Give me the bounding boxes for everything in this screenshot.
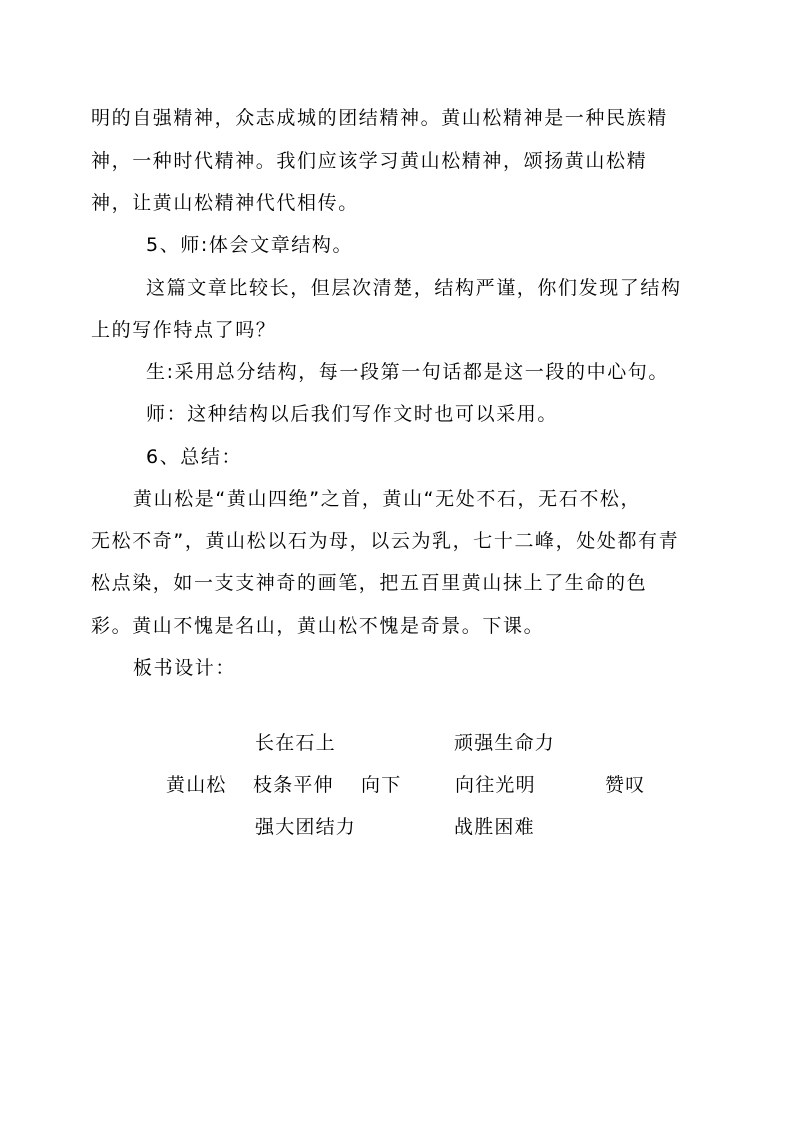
paragraph-line: 这篇文章比较长，但层次清楚，结构严谨，你们发现了结构: [146, 277, 682, 299]
paragraph-line: 明的自强精神，众志成城的团结精神。黄山松精神是一种民族精: [91, 107, 668, 129]
paragraph-line: 上的写作特点了吗？: [91, 319, 277, 341]
section-heading: 5、师:体会文章结构。: [146, 234, 354, 256]
paragraph-line: 松点染，如一支支神奇的画笔，把五百里黄山抹上了生命的色: [91, 572, 648, 594]
paragraph-line: 神，让黄山松精神代代相传。: [91, 192, 359, 214]
paragraph-line: 彩。黄山不愧是名山，黄山松不愧是奇景。下课。: [91, 615, 545, 637]
board-item: 战胜困难: [454, 816, 535, 838]
paragraph-line: 黄山松是“黄山四绝”之首，黄山“无处不石，无石不松，: [133, 488, 642, 510]
board-item: 强大团结力: [255, 816, 357, 838]
board-design-heading: 板书设计：: [133, 657, 237, 679]
paragraph-line: 无松不奇”，黄山松以石为母，以云为乳，七十二峰，处处都有青: [91, 530, 680, 552]
paragraph-line: 神，一种时代精神。我们应该学习黄山松精神，颂扬黄山松精: [91, 150, 648, 172]
board-item: 长在石上: [255, 732, 336, 754]
section-heading: 6、总结：: [146, 446, 243, 468]
board-item: 向往光明: [455, 774, 536, 796]
student-answer: 生:采用总分结构，每一段第一句话都是这一段的中心句。: [146, 361, 670, 383]
board-item: 向下: [361, 774, 402, 796]
board-item: 赞叹: [605, 774, 646, 796]
board-item: 顽强生命力: [454, 732, 556, 754]
board-item: 枝条平伸: [253, 774, 334, 796]
board-main-title: 黄山松: [166, 774, 227, 796]
teacher-remark: 师：这种结构以后我们写作文时也可以采用。: [146, 403, 559, 425]
